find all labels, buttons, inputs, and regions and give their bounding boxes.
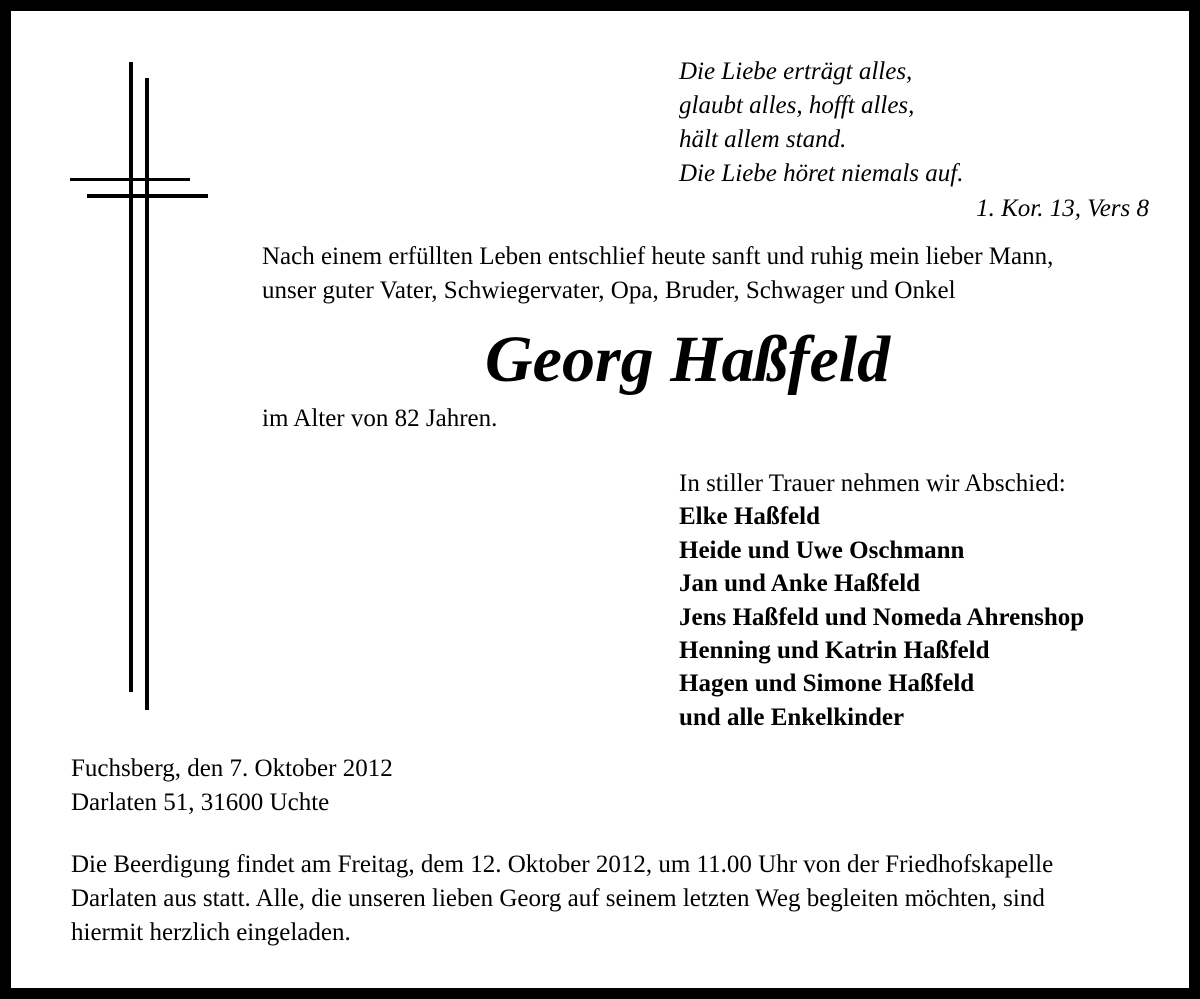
mourner-name: Jan und Anke Haßfeld <box>679 570 921 598</box>
place-date <box>71 752 393 820</box>
intro-text <box>262 240 1053 308</box>
funeral-line: hiermit herzlich eingeladen. <box>71 919 351 946</box>
age-text: im Alter von 82 Jahren. <box>262 405 498 432</box>
intro-line: Nach einem erfüllten Leben entschlief heute sanft und ruhig mein lieber Mann, <box>262 243 1054 270</box>
mourner-name: und alle Enkelkinder <box>679 703 905 731</box>
mourners-block <box>679 467 1084 734</box>
verse-line: glaubt alles, hofft alles, <box>679 92 915 119</box>
mourner-name: Hagen und Simone Haßfeld <box>679 670 975 698</box>
verse-line: Die Liebe erträgt alles, <box>679 58 913 85</box>
funeral-line: Darlaten aus statt. Alle, die unseren lieben Georg auf seinem letzten Weg begleiten möchten, sind <box>71 885 1045 912</box>
mourners-heading: In stiller Trauer nehmen wir Abschied: <box>679 470 1066 497</box>
verse-line: Die Liebe höret niemals auf. <box>679 160 964 187</box>
mourner-name: Henning und Katrin Haßfeld <box>679 637 990 665</box>
place-date-line: Fuchsberg, den 7. Oktober 2012 <box>71 755 393 782</box>
mourner-name: Elke Haßfeld <box>679 503 820 531</box>
verse-line: hält allem stand. <box>679 126 847 153</box>
funeral-line: Die Beerdigung findet am Freitag, dem 12. Oktober 2012, um 11.00 Uhr von der Friedhofskapelle <box>71 851 1054 878</box>
address-line: Darlaten 51, 31600 Uchte <box>71 789 330 816</box>
mourner-name: Jens Haßfeld und Nomeda Ahrenshop <box>679 603 1085 631</box>
funeral-notice <box>71 848 1053 950</box>
mourner-name: Heide und Uwe Oschmann <box>679 536 965 564</box>
intro-line: unser guter Vater, Schwiegervater, Opa, Bruder, Schwager und Onkel <box>262 277 956 304</box>
bible-verse <box>679 55 963 191</box>
obituary-card <box>11 11 1189 988</box>
verse-reference: 1. Kor. 13, Vers 8 <box>976 195 1149 222</box>
deceased-name: Georg Haßfeld <box>485 323 891 396</box>
